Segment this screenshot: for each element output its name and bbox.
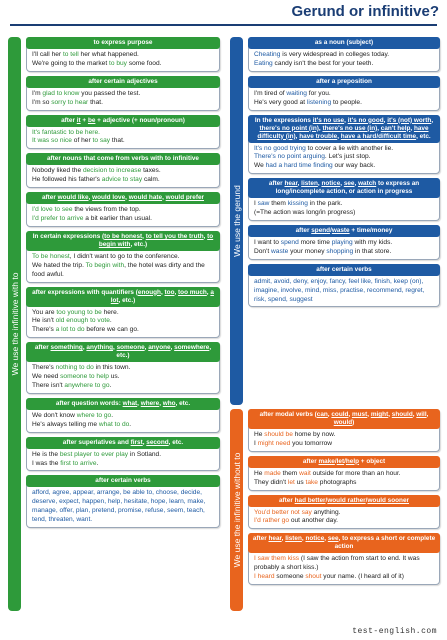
example-line: There's no point arguing. Let's just stop. — [254, 153, 371, 161]
example-line: It's fantastic to be here. — [32, 128, 100, 136]
rule-box — [248, 115, 440, 175]
example-line: I'll call her to tell her what happened. — [32, 51, 139, 58]
rule-box — [248, 76, 440, 111]
rule-heading: after something, anything, someone, anyone, somewhere, etc.) — [26, 342, 220, 362]
rule-box — [26, 287, 220, 339]
rule-heading: after certain adjectives — [26, 76, 220, 88]
rule-heading: after question words: what, where, who, etc. — [26, 398, 220, 410]
example-line: I'd rather go out another day. — [254, 517, 338, 525]
example-line: I'm glad to know you passed the test. — [32, 89, 141, 97]
rule-box — [26, 115, 220, 150]
rule-heading: after nouns that come from verbs with to infinitive — [26, 153, 220, 165]
right-column — [248, 37, 440, 311]
rule-examples — [249, 90, 439, 108]
example-line: He isn't old enough to vote. — [32, 317, 112, 325]
rule-examples — [27, 253, 219, 280]
rule-box — [248, 456, 440, 491]
infinitive-without-to-bar — [230, 409, 243, 611]
rule-box — [248, 264, 440, 308]
rule-heading: after modal verbs (can, could, must, might, should, will, would) — [248, 409, 440, 429]
rule-box — [26, 76, 220, 111]
example-line: I was the first to arrive. — [32, 459, 99, 467]
example-line: He's very good at listening to people. — [254, 98, 362, 106]
rule-box — [26, 231, 220, 283]
rule-heading: after make/let/help + object — [248, 456, 440, 468]
example-line: We're going to the market to buy some food. — [32, 59, 162, 67]
rule-heading: as a noun (subject) — [248, 37, 440, 49]
gerund-bar — [230, 37, 243, 405]
example-line: You are too young to be here. — [32, 308, 119, 316]
rule-examples — [27, 51, 219, 69]
rule-box — [248, 533, 440, 585]
example-line: We had a hard time finding our way back. — [254, 162, 376, 170]
rule-box — [26, 342, 220, 394]
example-line: I'd prefer to arrive a bit earlier than usual. — [32, 215, 153, 223]
page-title: Gerund or infinitive? — [291, 3, 439, 20]
example-line: He made them wait outside for more than an hour. — [254, 469, 401, 477]
example-line: It was so nice of her to say that. — [32, 137, 125, 145]
rule-box — [248, 409, 440, 452]
example-line: I'd love to see the views from the top. — [32, 206, 141, 214]
example-line: You'd better not say anything. — [254, 508, 341, 516]
rule-examples — [249, 509, 439, 527]
example-line: I saw them kiss (I saw the action from start to end. It was probably a short kiss.) — [254, 555, 420, 572]
rule-heading: after hear, listen, notice, see, to express a short or complete action — [248, 533, 440, 553]
rule-heading: after a preposition — [248, 76, 440, 88]
rule-examples — [249, 470, 439, 488]
example-line: We hated the trip. To begin with, the hotel was dirty and the food awful. — [32, 261, 205, 278]
example-line: It's no good trying to cover a lie with another lie. — [254, 144, 394, 152]
rule-box — [26, 153, 220, 188]
rule-examples — [249, 51, 439, 69]
example-line: He's always telling me what to do. — [32, 420, 132, 428]
example-line: I saw them kissing in the park. — [254, 200, 343, 208]
rule-examples — [27, 451, 219, 469]
rule-heading: In the expressions it's no use, it's no good, it's (not) worth, there's no point (in), there's no use (in), can't help, have difficulty (in), have trouble, have a hard/difficult time, etc. — [248, 115, 440, 143]
rule-heading: In certain expressions (to be honest, to tell you the truth, to begin with, etc.) — [26, 231, 220, 251]
rule-heading: after certain verbs — [26, 475, 220, 487]
example-line: I might need you tomorrow — [254, 439, 333, 447]
left-column — [26, 37, 220, 532]
site-footer: test-english.com — [352, 627, 437, 636]
rule-heading: to express purpose — [26, 37, 220, 49]
example-line: There's a lot to do before we can go. — [32, 326, 139, 334]
rule-examples — [27, 206, 219, 224]
rule-heading: after superlatives and first, second, etc. — [26, 437, 220, 449]
rule-examples — [27, 364, 219, 391]
rule-examples — [249, 200, 439, 218]
example-line: Cheating is very widespread in colleges today. — [254, 51, 390, 58]
example-line: There's nothing to do in this town. — [32, 364, 131, 372]
title-divider — [10, 24, 437, 26]
example-line: We need someone to help us. — [32, 373, 120, 381]
rule-box — [248, 178, 440, 221]
rule-examples — [27, 90, 219, 108]
rule-box — [248, 495, 440, 530]
rule-examples — [27, 129, 219, 147]
rule-heading: after had better/would rather/would sooner — [248, 495, 440, 507]
example-line: He is the best player to ever play in Sotland. — [32, 450, 162, 458]
gerund-label: We use the gerund — [231, 185, 242, 257]
rule-examples — [27, 167, 219, 185]
rule-examples — [27, 309, 219, 336]
rule-heading: after would like, would love, would hate, would prefer — [26, 192, 220, 204]
infinitive-without-to-label: We use the infinitive without to — [231, 452, 242, 568]
rule-box — [248, 37, 440, 72]
rule-examples — [27, 412, 219, 430]
rule-examples — [249, 145, 439, 172]
example-line: (=The action was long/in progress) — [254, 209, 356, 217]
rule-heading: after spend/waste + time/money — [248, 225, 440, 237]
example-line: We don't know where to go. — [32, 411, 114, 419]
example-line: They didn't let us take photographs — [254, 478, 357, 486]
example-line: I'm tired of waiting for you. — [254, 89, 331, 97]
example-line: Eating candy isn't the best for your teeth. — [254, 59, 374, 67]
rule-heading: after hear, listen, notice, see, watch to express an long/incomplete action, or action in progress — [248, 178, 440, 198]
example-line: He followed his father's advice to stay calm. — [32, 176, 160, 184]
example-line: I heard someone shout your name. (I heard all of it) — [254, 573, 404, 581]
rule-box — [26, 475, 220, 528]
right-bottom-column — [248, 409, 440, 589]
rule-heading: after certain verbs — [248, 264, 440, 276]
rule-heading: after it + be + adjective (+ noun/pronoun) — [26, 115, 220, 127]
rule-box — [26, 437, 220, 472]
example-line: I'm so sorry to hear that. — [32, 98, 103, 106]
example-line: There isn't anywhere to go. — [32, 382, 112, 390]
rule-box — [26, 398, 220, 433]
rule-box — [248, 225, 440, 260]
rule-box — [26, 37, 220, 72]
verb-list: admit, avoid, deny, enjoy, fancy, feel like, finish, keep (on), imagine, involve, mind, miss, practise, recommend, regret, risk, spend, suggest — [254, 277, 425, 303]
example-line: I want to spend more time playing with my kids. — [254, 239, 393, 247]
example-line: Nobody liked the decision to increase taxes. — [32, 167, 161, 175]
example-line: To be honest, I didn't want to go to the conference. — [32, 252, 180, 260]
infinitive-to-label: We use the infinitive with to — [9, 272, 20, 376]
rule-box — [26, 192, 220, 227]
example-line: He should be home by now. — [254, 431, 336, 438]
infinitive-to-bar — [8, 37, 21, 611]
rule-examples — [249, 555, 439, 582]
verb-list: afford, agree, appear, arrange, be able to, choose, decide, deserve, expect, happen, help, hesitate, hope, learn, make, manage, offer, plan, pretend, promise, refuse, seem, teach, tend, threaten, want. — [32, 489, 206, 524]
rule-heading: after expressions with quantifiers (enough, too, too much, a lot, etc.) — [26, 287, 220, 307]
example-line: Don't waste your money shopping in that store. — [254, 247, 392, 255]
rule-examples — [249, 239, 439, 257]
rule-examples — [249, 431, 439, 449]
